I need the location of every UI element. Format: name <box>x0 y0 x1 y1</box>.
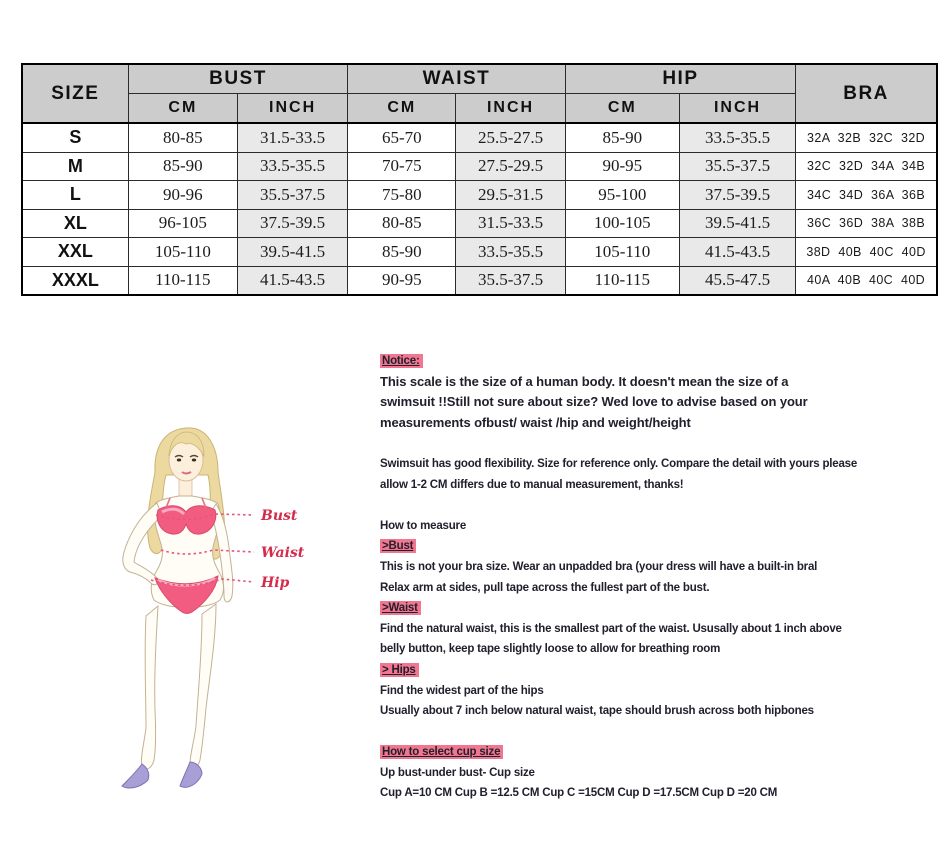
hip-cm-cell: 100-105 <box>565 209 679 238</box>
waist-instruction-line: Find the natural waist, this is the smallest part of the waist. Ususally about 1 inch above <box>380 622 842 635</box>
table-header <box>22 64 937 123</box>
figure-shoe-right <box>180 762 202 787</box>
hip-cm-cell: 90-95 <box>565 152 679 181</box>
table-row-xxl <box>22 238 937 267</box>
header-waist: WAIST <box>348 64 565 94</box>
waist-inch-cell: 25.5-27.5 <box>456 123 565 152</box>
figure-illustration <box>58 420 348 815</box>
bust-instruction-line: Relax arm at sides, pull tape across the fullest part of the bust. <box>380 581 710 594</box>
how-to-measure-heading: How to measure <box>380 519 467 532</box>
header-bust-cm: CM <box>128 94 237 124</box>
bust-cm-cell: 96-105 <box>128 209 237 238</box>
cup-size-line: Cup A=10 CM Cup B =12.5 CM Cup C =15CM Cup D =17.5CM Cup D =20 CM <box>380 787 778 800</box>
cup-size-heading: How to select cup size <box>380 745 503 759</box>
measurement-figure <box>58 420 348 815</box>
header-bra: BRA <box>796 64 937 123</box>
hip-cm-cell: 95-100 <box>565 181 679 210</box>
info-panel <box>380 351 942 804</box>
intro-line: measurements ofbust/ waist /hip and weight/height <box>380 414 691 430</box>
bust-inch-cell: 41.5-43.5 <box>237 266 347 295</box>
bust-inch-cell: 31.5-33.5 <box>237 123 347 152</box>
bust-instruction-line: This is not your bra size. Wear an unpadded bra (your dress will have a built-in bral <box>380 560 818 573</box>
size-cell: L <box>22 181 128 210</box>
bust-heading: >Bust <box>380 539 416 553</box>
hip-cm-cell: 110-115 <box>565 266 679 295</box>
bust-cm-cell: 105-110 <box>128 238 237 267</box>
hip-inch-cell: 41.5-43.5 <box>679 238 795 267</box>
hip-cm-cell: 105-110 <box>565 238 679 267</box>
waist-instruction-line: belly button, keep tape slightly loose to allow for breathing room <box>380 643 721 656</box>
header-hip-inch: INCH <box>679 94 795 124</box>
size-cell: M <box>22 152 128 181</box>
waist-cm-cell: 80-85 <box>348 209 456 238</box>
table-row-l <box>22 181 937 210</box>
cup-size-line: Up bust-under bust- Cup size <box>380 766 535 779</box>
size-cell: XXL <box>22 238 128 267</box>
table-row-xl <box>22 209 937 238</box>
hips-heading: > Hips <box>380 663 419 677</box>
flexibility-line: allow 1-2 CM differs due to manual measurement, thanks! <box>380 478 684 491</box>
hips-instruction-line: Find the widest part of the hips <box>380 684 544 697</box>
hip-inch-cell: 45.5-47.5 <box>679 266 795 295</box>
bust-inch-cell: 39.5-41.5 <box>237 238 347 267</box>
table-row-xxxl <box>22 266 937 295</box>
hip-inch-cell: 39.5-41.5 <box>679 209 795 238</box>
waist-label: Waist <box>261 545 305 561</box>
waist-inch-cell: 27.5-29.5 <box>456 152 565 181</box>
figure-leg-left <box>141 606 158 769</box>
waist-cm-cell: 70-75 <box>348 152 456 181</box>
notice-heading: Notice: <box>380 354 423 368</box>
size-cell: S <box>22 123 128 152</box>
figure-shoe-left <box>122 764 149 788</box>
bra-cell: 32C 32D 34A 34B <box>796 152 937 181</box>
size-chart-table <box>21 63 938 296</box>
hips-instruction-line: Usually about 7 inch below natural waist, tape should brush across both hipbones <box>380 705 814 718</box>
table-row-s <box>22 123 937 152</box>
intro-line: swimsuit !!Still not sure about size? Wed love to advise based on your <box>380 394 808 410</box>
waist-heading: >Waist <box>380 601 421 615</box>
bust-label: Bust <box>261 508 298 524</box>
waist-inch-cell: 31.5-33.5 <box>456 209 565 238</box>
header-hip: HIP <box>565 64 795 94</box>
header-size: SIZE <box>22 64 128 123</box>
bust-inch-cell: 35.5-37.5 <box>237 181 347 210</box>
bust-inch-cell: 33.5-35.5 <box>237 152 347 181</box>
header-hip-cm: CM <box>565 94 679 124</box>
bust-cm-cell: 110-115 <box>128 266 237 295</box>
waist-cm-cell: 75-80 <box>348 181 456 210</box>
bra-cell: 40A 40B 40C 40D <box>796 266 937 295</box>
header-waist-inch: INCH <box>456 94 565 124</box>
waist-inch-cell: 33.5-35.5 <box>456 238 565 267</box>
header-bust: BUST <box>128 64 347 94</box>
waist-cm-cell: 90-95 <box>348 266 456 295</box>
flexibility-line: Swimsuit has good flexibility. Size for reference only. Compare the detail with yours please <box>380 457 858 470</box>
bra-cell: 32A 32B 32C 32D <box>796 123 937 152</box>
waist-cm-cell: 85-90 <box>348 238 456 267</box>
bra-cell: 38D 40B 40C 40D <box>796 238 937 267</box>
bra-cell: 36C 36D 38A 38B <box>796 209 937 238</box>
table-row-m <box>22 152 937 181</box>
header-bust-inch: INCH <box>237 94 347 124</box>
header-waist-cm: CM <box>348 94 456 124</box>
bra-cell: 34C 34D 36A 36B <box>796 181 937 210</box>
size-cell: XL <box>22 209 128 238</box>
hip-inch-cell: 33.5-35.5 <box>679 123 795 152</box>
intro-line: This scale is the size of a human body. It doesn't mean the size of a <box>380 373 789 389</box>
hip-inch-cell: 35.5-37.5 <box>679 152 795 181</box>
bust-inch-cell: 37.5-39.5 <box>237 209 347 238</box>
hip-label: Hip <box>261 575 290 591</box>
bust-cm-cell: 90-96 <box>128 181 237 210</box>
waist-cm-cell: 65-70 <box>348 123 456 152</box>
hip-cm-cell: 85-90 <box>565 123 679 152</box>
size-cell: XXXL <box>22 266 128 295</box>
hip-inch-cell: 37.5-39.5 <box>679 181 795 210</box>
bust-cm-cell: 85-90 <box>128 152 237 181</box>
bust-cm-cell: 80-85 <box>128 123 237 152</box>
waist-inch-cell: 35.5-37.5 <box>456 266 565 295</box>
waist-inch-cell: 29.5-31.5 <box>456 181 565 210</box>
figure-leg-right <box>190 604 216 767</box>
